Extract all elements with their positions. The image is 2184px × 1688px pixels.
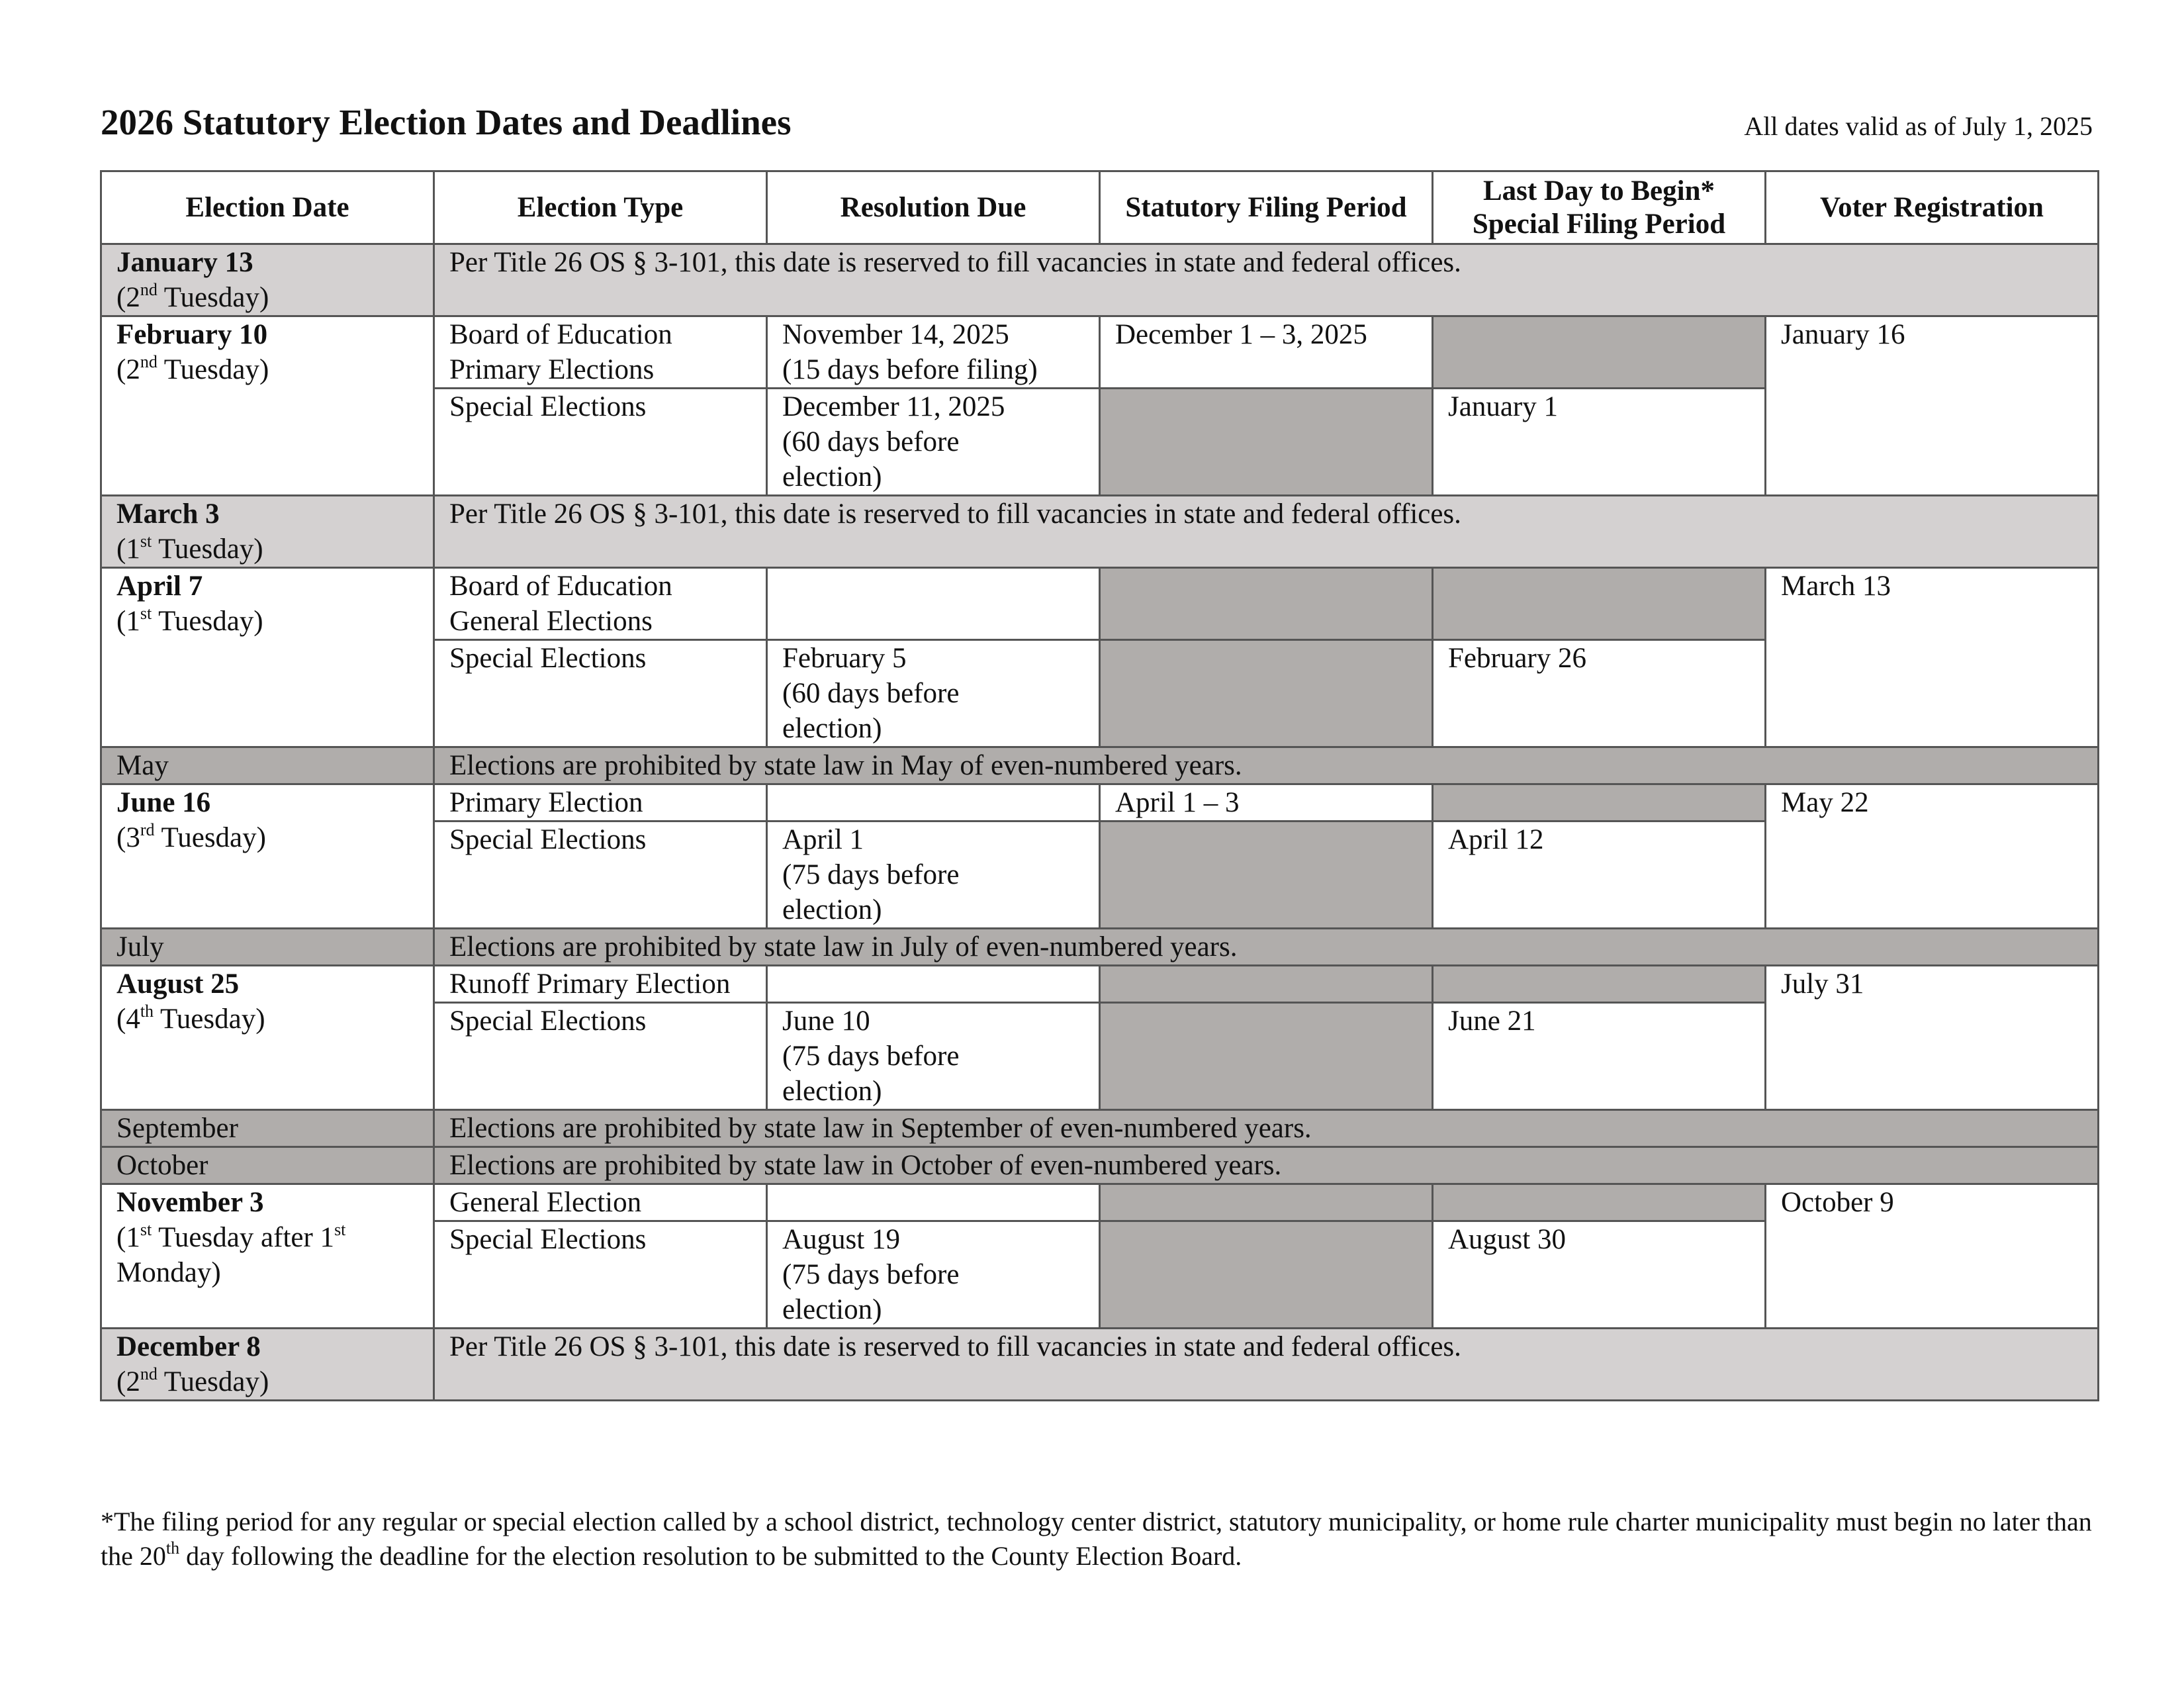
table-header-row <box>101 171 2099 244</box>
resolution-due-cell: April 1 (75 days before election) <box>767 821 1100 929</box>
shaded-cell <box>1433 784 1766 821</box>
voter-registration-cell: October 9 <box>1766 1184 2099 1329</box>
election-schedule-table <box>100 170 2099 1401</box>
election-type-cell: General Election <box>434 1184 767 1221</box>
voter-registration-cell: July 31 <box>1766 966 2099 1110</box>
last-day-cell: February 26 <box>1433 640 1766 747</box>
header-election-date: Election Date <box>101 171 434 244</box>
table-row <box>101 496 2099 568</box>
header-voter-registration: Voter Registration <box>1766 171 2099 244</box>
validity-note: All dates valid as of July 1, 2025 <box>1744 111 2093 141</box>
reserved-note: Per Title 26 OS § 3-101, this date is reserved to fill vacancies in state and federal offices. <box>434 244 2099 316</box>
shaded-cell <box>1433 966 1766 1003</box>
election-type-cell: Special Elections <box>434 821 767 929</box>
header-statutory-filing-period: Statutory Filing Period <box>1100 171 1433 244</box>
voter-registration-cell: March 13 <box>1766 568 2099 747</box>
election-date-cell: June 16 (3rd Tuesday) <box>101 784 434 929</box>
month-label: July <box>101 929 434 966</box>
election-type-cell: Primary Election <box>434 784 767 821</box>
resolution-due-cell <box>767 784 1100 821</box>
resolution-due-cell: June 10 (75 days before election) <box>767 1003 1100 1110</box>
election-date-cell: February 10 (2nd Tuesday) <box>101 316 434 496</box>
election-date-cell: August 25 (4th Tuesday) <box>101 966 434 1110</box>
election-date-cell: April 7 (1st Tuesday) <box>101 568 434 747</box>
filing-period-cell: April 1 – 3 <box>1100 784 1433 821</box>
prohibited-note: Elections are prohibited by state law in July of even-numbered years. <box>434 929 2099 966</box>
shaded-cell <box>1100 568 1433 640</box>
resolution-due-cell <box>767 1184 1100 1221</box>
shaded-cell <box>1433 568 1766 640</box>
reserved-note: Per Title 26 OS § 3-101, this date is reserved to fill vacancies in state and federal offices. <box>434 1329 2099 1401</box>
table-row <box>101 1110 2099 1147</box>
last-day-cell: August 30 <box>1433 1221 1766 1329</box>
resolution-due-cell: August 19 (75 days before election) <box>767 1221 1100 1329</box>
election-type-cell: Special Elections <box>434 1003 767 1110</box>
month-label: May <box>101 747 434 784</box>
resolution-due-cell: February 5 (60 days before election) <box>767 640 1100 747</box>
month-label: September <box>101 1110 434 1147</box>
prohibited-note: Elections are prohibited by state law in May of even-numbered years. <box>434 747 2099 784</box>
page-title: 2026 Statutory Election Dates and Deadlines <box>101 102 792 142</box>
election-type-cell: Board of Education Primary Elections <box>434 316 767 389</box>
voter-registration-cell: January 16 <box>1766 316 2099 496</box>
shaded-cell <box>1100 821 1433 929</box>
last-day-cell: January 1 <box>1433 389 1766 496</box>
table-row <box>101 1184 2099 1221</box>
shaded-cell <box>1100 1221 1433 1329</box>
election-type-cell: Special Elections <box>434 640 767 747</box>
shaded-cell <box>1433 316 1766 389</box>
header-election-type: Election Type <box>434 171 767 244</box>
shaded-cell <box>1100 640 1433 747</box>
shaded-cell <box>1100 966 1433 1003</box>
resolution-due-cell <box>767 966 1100 1003</box>
table-row <box>101 244 2099 316</box>
election-type-cell: Special Elections <box>434 389 767 496</box>
month-label: October <box>101 1147 434 1184</box>
resolution-due-cell: December 11, 2025 (60 days before election) <box>767 389 1100 496</box>
resolution-due-cell <box>767 568 1100 640</box>
election-date-cell: December 8 (2nd Tuesday) <box>101 1329 434 1401</box>
last-day-cell: April 12 <box>1433 821 1766 929</box>
election-type-cell: Special Elections <box>434 1221 767 1329</box>
shaded-cell <box>1100 1003 1433 1110</box>
table-row <box>101 747 2099 784</box>
table-row <box>101 784 2099 821</box>
table-row <box>101 316 2099 389</box>
footnote: *The filing period for any regular or special election called by a school district, technology center district, statutory municipality, or home rule charter municipality must begin no later than the 20th day following the deadline for the election resolution to be submitted to the County Election Board. <box>101 1507 2092 1571</box>
header-resolution-due: Resolution Due <box>767 171 1100 244</box>
header-last-day-special-filing: Last Day to Begin* Special Filing Period <box>1433 171 1766 244</box>
election-type-cell: Runoff Primary Election <box>434 966 767 1003</box>
last-day-cell: June 21 <box>1433 1003 1766 1110</box>
election-date-cell: January 13 (2nd Tuesday) <box>101 244 434 316</box>
resolution-due-cell: November 14, 2025 (15 days before filing) <box>767 316 1100 389</box>
table-row <box>101 1329 2099 1401</box>
shaded-cell <box>1433 1184 1766 1221</box>
reserved-note: Per Title 26 OS § 3-101, this date is reserved to fill vacancies in state and federal offices. <box>434 496 2099 568</box>
table-row <box>101 1147 2099 1184</box>
table-row <box>101 966 2099 1003</box>
shaded-cell <box>1100 389 1433 496</box>
voter-registration-cell: May 22 <box>1766 784 2099 929</box>
table-row <box>101 929 2099 966</box>
election-type-cell: Board of Education General Elections <box>434 568 767 640</box>
prohibited-note: Elections are prohibited by state law in September of even-numbered years. <box>434 1110 2099 1147</box>
shaded-cell <box>1100 1184 1433 1221</box>
table-row <box>101 568 2099 640</box>
filing-period-cell: December 1 – 3, 2025 <box>1100 316 1433 389</box>
election-date-cell: November 3 (1st Tuesday after 1st Monday) <box>101 1184 434 1329</box>
prohibited-note: Elections are prohibited by state law in October of even-numbered years. <box>434 1147 2099 1184</box>
election-date-cell: March 3 (1st Tuesday) <box>101 496 434 568</box>
